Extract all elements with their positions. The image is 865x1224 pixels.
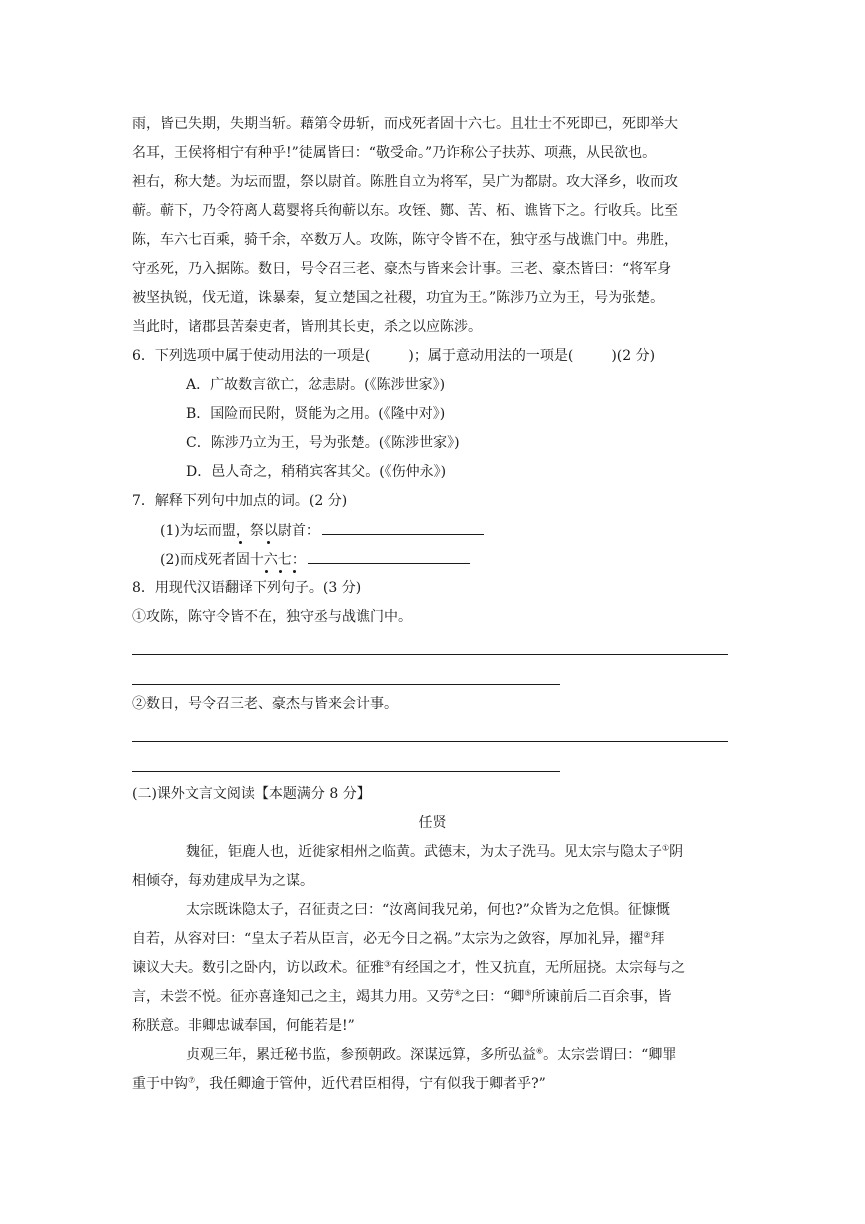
emphasis-dot bbox=[239, 541, 242, 544]
passage-line: 蕲。蕲下，乃令符离人葛婴将兵徇蕲以东。攻铚、酂、苦、柘、谯皆下之。行收兵。比至 bbox=[132, 203, 678, 219]
passage-line bbox=[132, 987, 732, 1007]
q7-item-2-text: (2)而戍死者固十六七： bbox=[160, 552, 306, 568]
q7-answer-line-1[interactable] bbox=[322, 520, 484, 535]
footnote-marker: ② bbox=[643, 930, 651, 940]
passage-text: 重于中钩 bbox=[132, 1076, 188, 1092]
emphasis-dot bbox=[267, 541, 270, 544]
question-7-stem: 7．解释下列句中加点的词。(2 分) bbox=[132, 493, 348, 509]
passage-line bbox=[132, 929, 732, 949]
passage-text: 所谏前后二百余事，皆 bbox=[531, 989, 672, 1005]
passage-line: 袒右，称大楚。为坛而盟，祭以尉首。陈胜自立为将军，吴广为都尉。攻大泽乡，收而攻 bbox=[132, 174, 678, 190]
passage-line: 雨，皆已失期，失期当斩。藉第令毋斩，而戍死者固十六七。且壮士不死即已，死即举大 bbox=[132, 116, 678, 132]
footnote-marker: ④ bbox=[454, 988, 462, 998]
passage-text: ，我任卿逾于管仲，近代君臣相得，宁有似我于卿者乎?” bbox=[195, 1076, 546, 1092]
q6-option-c: C．陈涉乃立为王，号为张楚。(《陈涉世家》) bbox=[186, 435, 460, 451]
passage-line: 称朕意。非卿忠诚奉国，何能若是!” bbox=[132, 1018, 355, 1034]
passage-title: 任贤 bbox=[418, 815, 447, 831]
footnote-marker: ⑦ bbox=[188, 1075, 196, 1085]
footnote-marker: ③ bbox=[384, 959, 392, 969]
q6-stem-part: )；属于意动用法的一项是( bbox=[408, 348, 574, 364]
q6-option-a: A．广故数言欲亡，忿恚尉。(《陈涉世家》) bbox=[186, 377, 446, 393]
passage-text: 拜 bbox=[650, 931, 665, 947]
passage-text: 之曰：“卿 bbox=[461, 989, 525, 1005]
question-6-stem bbox=[132, 346, 732, 366]
q7-item-2 bbox=[160, 549, 760, 570]
footnote-marker: ⑤ bbox=[524, 988, 532, 998]
passage-line bbox=[186, 842, 786, 862]
q8-answer-line[interactable] bbox=[132, 684, 560, 685]
q8-answer-line[interactable] bbox=[132, 771, 560, 772]
passage-line bbox=[186, 1045, 786, 1065]
section-heading: (二)课外文言文阅读【本题满分 8 分】 bbox=[132, 786, 371, 802]
passage-line: 被坚执锐，伐无道，诛暴秦，复立楚国之社稷，功宜为王。”陈涉乃立为王，号为张楚。 bbox=[132, 290, 665, 306]
passage-text: 贞观三年，累迁秘书监，参预朝政。深谋远算，多所弘益 bbox=[186, 1047, 536, 1063]
footnote-marker: ① bbox=[662, 843, 670, 853]
q7-item-1-text: (1)为坛而盟，祭以尉首： bbox=[160, 523, 320, 539]
passage-line bbox=[132, 1074, 732, 1094]
emphasis-dot bbox=[293, 570, 296, 573]
passage-line: 名耳，王侯将相宁有种乎!”徒属皆曰：“敬受命。”乃诈称公子扶苏、项燕，从民欲也。 bbox=[132, 145, 657, 161]
footnote-marker: ⑥ bbox=[536, 1046, 544, 1056]
passage-line: 守丞死，乃入据陈。数日，号令召三老、豪杰与皆来会计事。三老、豪杰皆曰：“将军身 bbox=[132, 261, 672, 277]
q7-item-1 bbox=[160, 520, 760, 541]
q6-option-b: B．国险而民附，贤能为之用。(《隆中对》) bbox=[186, 406, 446, 422]
q8-answer-line[interactable] bbox=[132, 654, 728, 655]
q8-sentence-2: ②数日，号令召三老、豪杰与皆来会计事。 bbox=[132, 696, 398, 712]
passage-text: 自若，从容对曰：“皇太子若从臣言，必无今日之祸。”太宗为之敛容，厚加礼异，擢 bbox=[132, 931, 644, 947]
passage-line: 太宗既诛隐太子，召征责之曰：“汝离间我兄弟，何也?”众皆为之危惧。征慷慨 bbox=[186, 902, 670, 918]
q6-option-d: D．邑人奇之，稍稍宾客其父。(《伤仲永》) bbox=[186, 464, 447, 480]
passage-text: 。太宗尝谓曰：“卿罪 bbox=[543, 1047, 677, 1063]
emphasis-dot bbox=[265, 570, 268, 573]
q8-sentence-1: ①攻陈，陈守令皆不在，独守丞与战谯门中。 bbox=[132, 609, 412, 625]
passage-text: 魏征，钜鹿人也，近徙家相州之临黄。武德末，为太子洗马。见太宗与隐太子 bbox=[186, 844, 662, 860]
q7-answer-line-2[interactable] bbox=[308, 549, 470, 564]
q6-stem-part: 6．下列选项中属于使动用法的一项是( bbox=[132, 348, 371, 364]
question-8-stem: 8．用现代汉语翻译下列句子。(3 分) bbox=[132, 580, 362, 596]
passage-text: 有经国之才，性又抗直，无所屈挠。太宗每与之 bbox=[391, 960, 686, 976]
passage-line: 陈，车六七百乘，骑千余，卒数万人。攻陈，陈守令皆不在，独守丞与战谯门中。弗胜， bbox=[132, 232, 678, 248]
passage-line bbox=[132, 958, 732, 978]
emphasis-dot bbox=[279, 570, 282, 573]
passage-text: 谏议大夫。数引之卧内，访以政术。征雅 bbox=[132, 960, 384, 976]
passage-line: 相倾夺，每劝建成早为之谋。 bbox=[132, 873, 314, 889]
q6-stem-part: )(2 分) bbox=[611, 348, 656, 364]
passage-text: 阴 bbox=[669, 844, 684, 860]
passage-text: 言，未尝不悦。征亦喜逢知己之主，竭其力用。又劳 bbox=[132, 989, 454, 1005]
passage-line: 当此时，诸郡县苦秦吏者，皆刑其长吏，杀之以应陈涉。 bbox=[132, 319, 482, 335]
q8-answer-line[interactable] bbox=[132, 741, 728, 742]
